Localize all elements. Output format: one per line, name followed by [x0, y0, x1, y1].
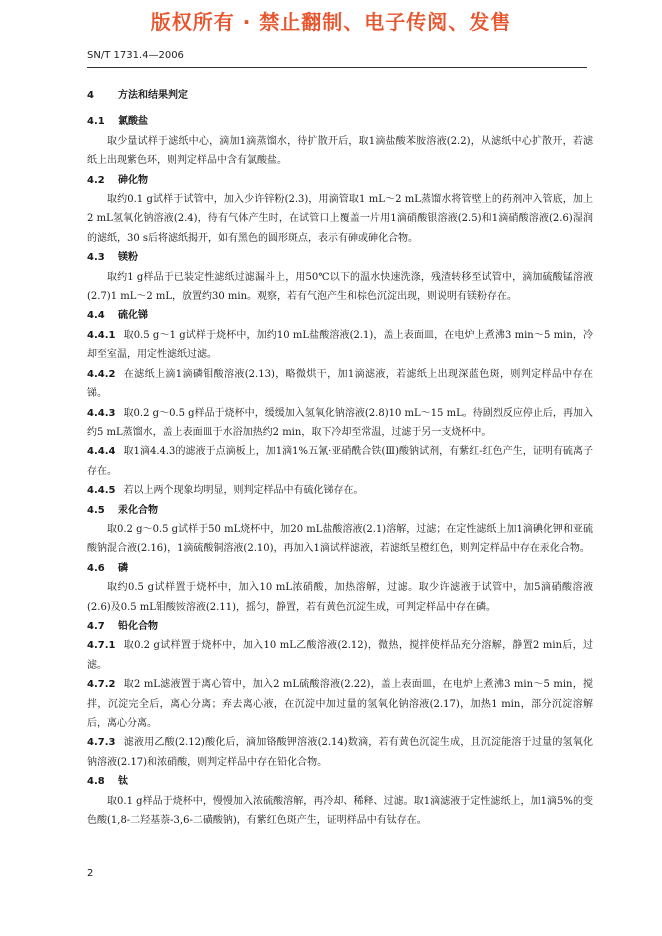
section-number: 4.6 [87, 562, 105, 574]
section-number: 4.4 [87, 310, 105, 322]
clause-number: 4.4.1 [87, 329, 116, 341]
clause-item [87, 636, 593, 675]
clause-number: 4.7.3 [87, 737, 116, 749]
clause-number: 4.7.2 [87, 679, 116, 691]
clause-item [87, 365, 593, 404]
clause-number: 4.4.3 [87, 407, 116, 419]
section-number: 4.8 [87, 776, 105, 788]
section-heading [87, 306, 593, 325]
clause-number: 4.4.5 [87, 485, 116, 497]
section-number: 4.5 [87, 504, 105, 516]
paragraph: 取约1 g样品于已装定性滤纸过滤漏斗上，用50℃以下的温水快速洗涤，残渣转移至试管中，滴加硫酸锰溶液(2.7)1 mL～2 mL，放置约30 min。观察，若有气泡产生和棕色沉淀出现，则说明有镁粉存在。 [87, 271, 593, 303]
section-title: 氯酸盐 [117, 116, 148, 128]
standard-id: SN/T 1731.4—2006 [87, 50, 184, 61]
clause-item [87, 442, 593, 481]
section-heading [87, 772, 593, 791]
section-heading [87, 559, 593, 578]
paragraph: 取0.1 g样品于烧杯中，慢慢加入浓硫酸溶解，再冷却、稀释、过滤。取1滴滤液于定性滤纸上，加1滴5%的变色酸(1,8-二羟基萘-3,6-二磺酸钠)，有紫红色斑产生，证明样品中有钛存在。 [87, 795, 593, 827]
paragraph: 取少量试样于滤纸中心，滴加1滴蒸馏水，待扩散开后，取1滴盐酸苯胺溶液(2.2)，从滤纸中心扩散开，若滤纸上出现紫色环，则判定样品中含有氯酸盐。 [87, 135, 593, 167]
section-title: 汞化合物 [117, 504, 158, 516]
copyright-watermark: 版权所有 · 禁止翻制、电子传阅、发售 [150, 10, 512, 34]
clause-text: 在滤纸上滴1滴磷钼酸溶液(2.13)，略微烘干，加1滴滤液，若滤纸上出现深蓝色斑，则判定样品中存在锑。 [87, 368, 593, 400]
clause-text: 取2 mL滤液置于离心管中，加入2 mL硫酸溶液(2.22)，盖上表面皿，在电炉上煮沸3 min～5 min，搅拌，沉淀完全后，离心分离；弃去离心液，在沉淀中加过量的氢氧化钠溶液(2.17)，加热1 min，部分沉淀溶解后，离心分离。 [87, 679, 593, 729]
section-heading [87, 86, 593, 105]
section-heading [87, 617, 593, 636]
section-title: 方法和结果判定 [117, 90, 188, 101]
section-number: 4 [87, 90, 94, 101]
section-heading [87, 501, 593, 520]
clause-number: 4.7.1 [87, 640, 116, 652]
clause-item [87, 481, 593, 500]
section-title: 磷 [117, 562, 128, 574]
header-rule [87, 67, 587, 68]
clause-item [87, 326, 593, 365]
section-number: 4.1 [87, 116, 105, 128]
page-number: 2 [87, 868, 94, 879]
clause-number: 4.4.4 [87, 446, 116, 458]
paragraph: 取约0.5 g试样置于烧杯中，加入10 mL浓硝酸，加热溶解，过滤。取少许滤液于试管中，加5滴硝酸溶液(2.6)及0.5 mL钼酸铵溶液(2.11)，摇匀，静置，若有黄色沉淀生成，可判定样品中存在磷。 [87, 582, 593, 613]
section-title: 铅化合物 [117, 620, 158, 632]
section-title: 砷化物 [117, 174, 148, 186]
clause-text: 取0.5 g～1 g试样于烧杯中，加约10 mL盐酸溶液(2.1)，盖上表面皿，在电炉上煮沸3 min～5 min，冷却至室温，用定性滤纸过滤。 [87, 329, 593, 361]
section-number: 4.2 [87, 174, 105, 186]
clause-number: 4.4.2 [87, 368, 116, 380]
document-body [87, 86, 593, 830]
section-title: 镁粉 [117, 252, 138, 264]
section-title: 钛 [117, 776, 128, 788]
paragraph: 取约0.1 g试样于试管中，加入少许锌粉(2.3)，用滴管取1 mL～2 mL蒸馏水将管壁上的药剂冲入管底，加上2 mL氢氧化钠溶液(2.4)，待有气体产生时，在试管口上覆盖一片用1滴硝酸银溶液(2.5)和1滴硝酸溶液(2.6)湿润的滤纸，30 s后将滤纸揭开，如有黑色的圆形斑点，表示有砷或砷化合物。 [87, 194, 593, 244]
clause-text: 取1滴4.4.3的滤液于点滴板上，加1滴1%五氰·亚硝酰合铁(Ⅲ)酸钠试剂，有紫红-红色产生，证明有硫离子存在。 [87, 446, 593, 477]
clause-text: 取0.2 g～0.5 g样品于烧杯中，缓缓加入氢氧化钠溶液(2.8)10 mL～15 mL。待剧烈反应停止后，再加入约5 mL蒸馏水，盖上表面皿于水浴加热约2 min，取下冷却至常温，过滤于另一支烧杯中。 [87, 407, 593, 438]
paragraph: 取0.2 g～0.5 g试样于50 mL烧杯中，加20 mL盐酸溶液(2.1)溶解，过滤；在定性滤纸上加1滴碘化钾和亚硫酸钠混合液(2.16)，1滴硫酸铜溶液(2.10)，再加入1滴试样滤液，若滤纸呈橙红色，则判定样品中存在汞化合物。 [87, 523, 593, 555]
clause-item [87, 675, 593, 733]
section-heading [87, 112, 593, 131]
section-heading [87, 171, 593, 190]
section-title: 硫化锑 [117, 310, 148, 322]
section-heading [87, 248, 593, 267]
section-number: 4.7 [87, 620, 105, 632]
clause-text: 取0.2 g试样置于烧杯中，加入10 mL乙酸溶液(2.12)，微热，搅拌使样品充分溶解，静置2 min后，过滤。 [87, 640, 593, 671]
clause-item [87, 733, 593, 772]
clause-item [87, 404, 593, 443]
section-number: 4.3 [87, 252, 105, 264]
clause-text: 滤液用乙酸(2.12)酸化后，滴加铬酸钾溶液(2.14)数滴，若有黄色沉淀生成，且沉淀能溶于过量的氢氧化钠溶液(2.17)和浓硝酸，则判定样品中存在铅化合物。 [87, 737, 593, 768]
clause-text: 若以上两个现象均明显，则判定样品中有硫化锑存在。 [123, 485, 364, 497]
